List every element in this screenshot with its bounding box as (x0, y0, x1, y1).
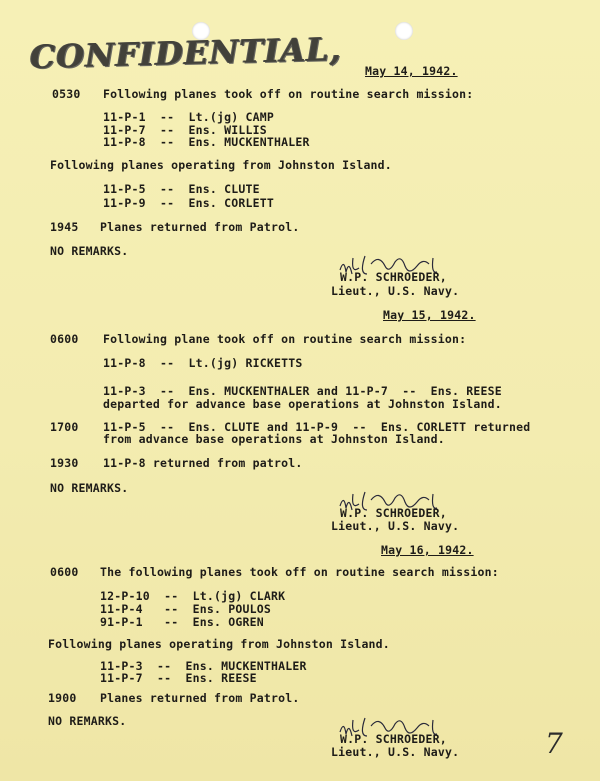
signer-name: W.P. SCHROEDER, (340, 732, 447, 746)
entry-time: 0600 (50, 565, 79, 579)
entry-time: 1945 (50, 220, 79, 234)
entry-time: 1930 (50, 456, 79, 470)
page-number: 7 (545, 727, 563, 760)
log-line: 11-P-3 -- Ens. MUCKENTHALER (100, 659, 307, 673)
log-line: 11-P-8 -- Ens. MUCKENTHALER (103, 135, 310, 149)
log-line: 11-P-4 -- Ens. POULOS (100, 602, 271, 616)
log-line: 11-P-7 -- Ens. WILLIS (103, 123, 267, 137)
log-line: 11-P-8 returned from patrol. (103, 456, 303, 470)
signer-name: W.P. SCHROEDER, (340, 270, 447, 284)
log-line: 12-P-10 -- Lt.(jg) CLARK (100, 589, 286, 603)
signer-rank: Lieut., U.S. Navy. (331, 745, 460, 759)
entry-date: May 16, 1942. (381, 543, 474, 557)
entry-time: 1900 (48, 691, 77, 705)
log-line: Planes returned from Patrol. (100, 220, 300, 234)
punch-hole (395, 22, 413, 40)
log-line: NO REMARKS. (48, 714, 127, 728)
log-line: 11-P-3 -- Ens. MUCKENTHALER and 11-P-7 -- Ens. REESE (103, 384, 502, 398)
log-line: NO REMARKS. (50, 244, 129, 258)
log-line: 91-P-1 -- Ens. OGREN (100, 615, 264, 629)
log-line: Following planes operating from Johnston Island. (50, 158, 392, 172)
log-line: Planes returned from Patrol. (100, 691, 300, 705)
confidential-stamp: CONFIDENTIAL, (29, 29, 343, 77)
log-line: 11-P-7 -- Ens. REESE (100, 671, 257, 685)
entry-date: May 15, 1942. (383, 308, 476, 322)
log-line: 11-P-8 -- Lt.(jg) RICKETTS (103, 356, 303, 370)
log-line: The following planes took off on routine search mission: (100, 565, 499, 579)
log-line: from advance base operations at Johnston Island. (103, 432, 445, 446)
log-line: 11-P-5 -- Ens. CLUTE and 11-P-9 -- Ens. CORLETT returned (103, 420, 531, 434)
entry-time: 0530 (52, 87, 81, 101)
entry-time: 1700 (50, 420, 79, 434)
log-line: Following plane took off on routine search mission: (103, 332, 467, 346)
log-line: 11-P-5 -- Ens. CLUTE (103, 182, 260, 196)
signer-name: W.P. SCHROEDER, (340, 506, 447, 520)
log-line: Following planes took off on routine search mission: (103, 87, 474, 101)
log-line: Following planes operating from Johnston Island. (48, 637, 390, 651)
log-line: 11-P-1 -- Lt.(jg) CAMP (103, 110, 274, 124)
log-line: departed for advance base operations at Johnston Island. (103, 397, 502, 411)
log-line: 11-P-9 -- Ens. CORLETT (103, 196, 274, 210)
entry-time: 0600 (50, 332, 79, 346)
log-line: NO REMARKS. (50, 481, 129, 495)
signer-rank: Lieut., U.S. Navy. (331, 519, 460, 533)
entry-date: May 14, 1942. (365, 64, 458, 78)
signer-rank: Lieut., U.S. Navy. (331, 284, 460, 298)
